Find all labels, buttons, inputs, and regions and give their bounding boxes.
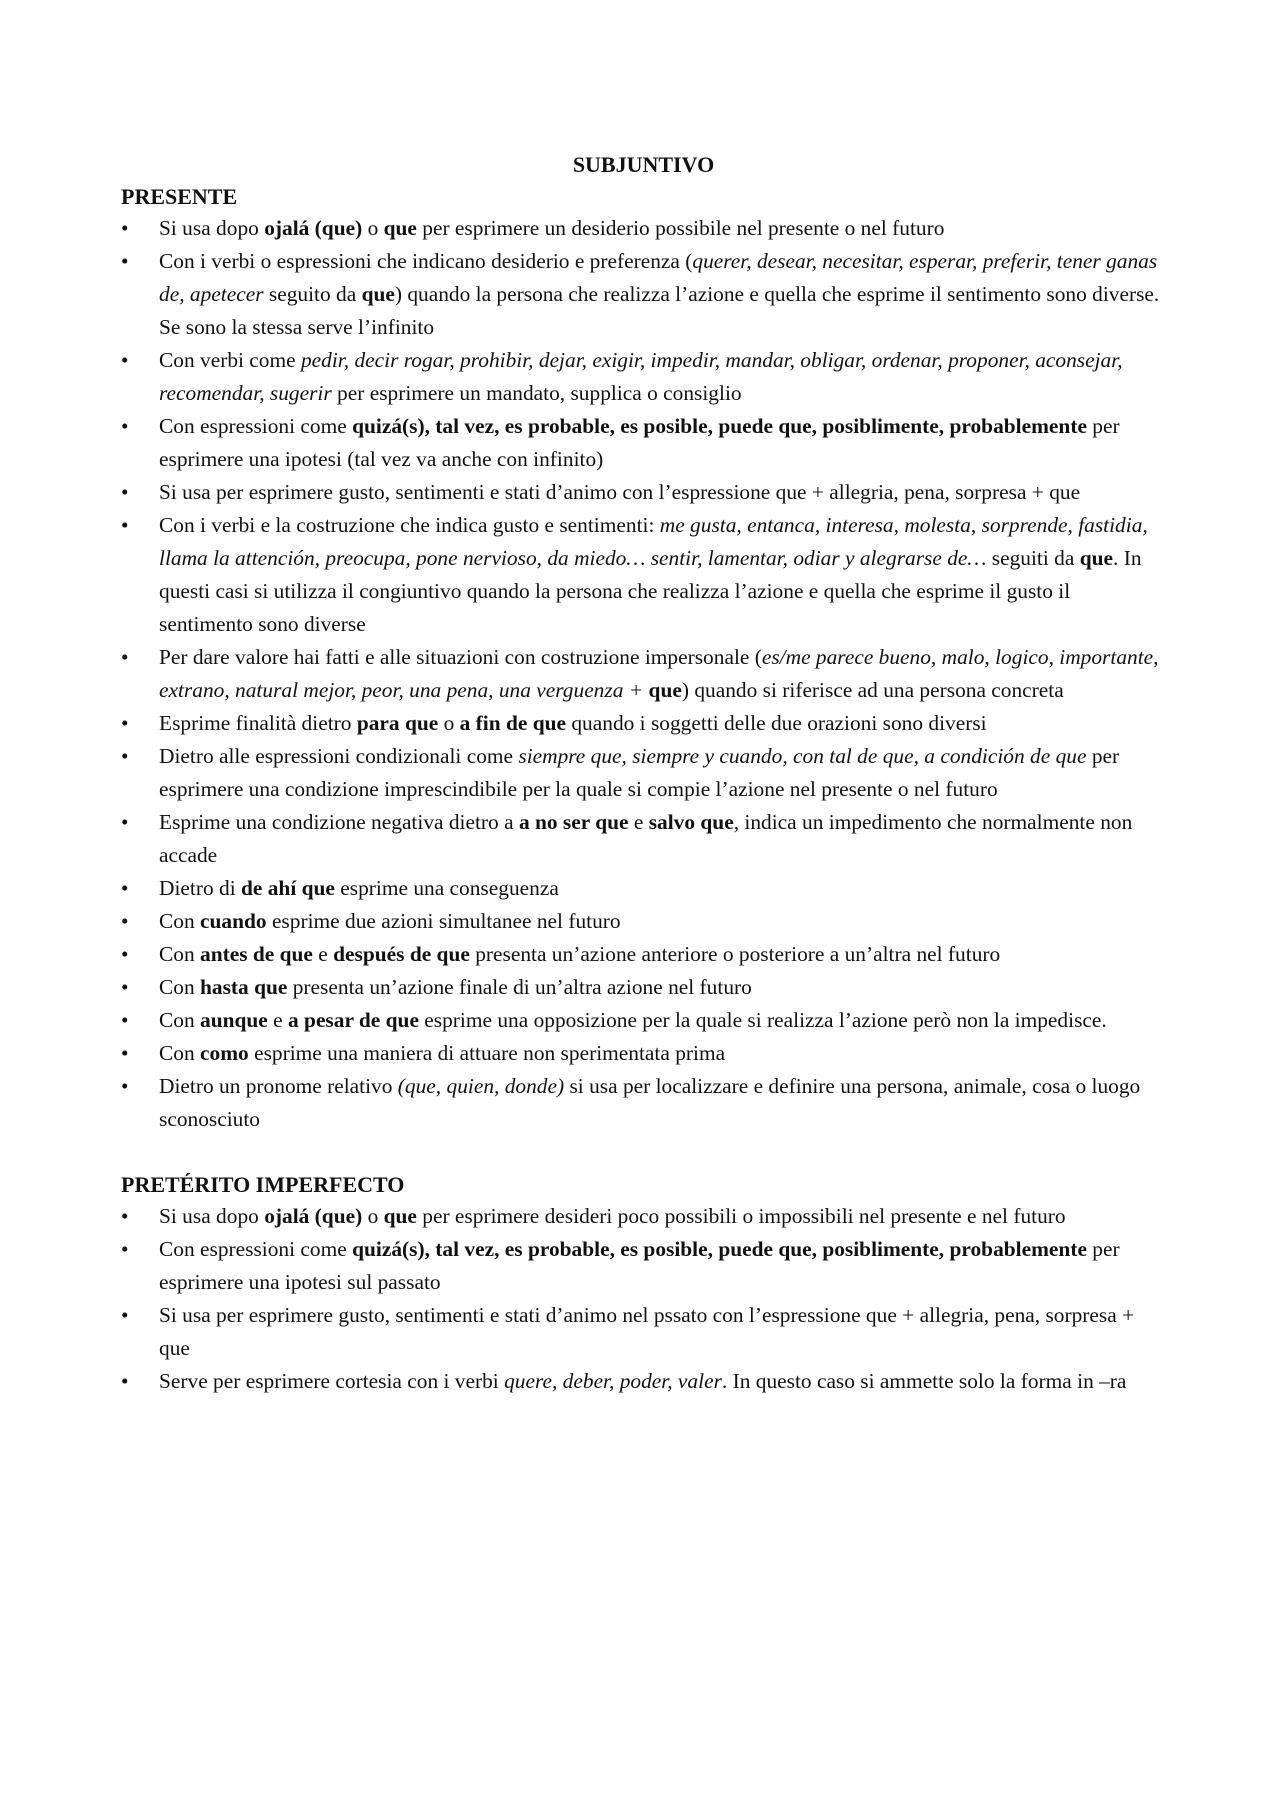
text-run: quando i soggetti delle due orazioni sono diversi	[566, 711, 987, 735]
text-run: Serve per esprimere cortesia con i verbi	[159, 1369, 505, 1393]
bullet-item	[121, 476, 1166, 509]
italic-text: es/me parece bueno, malo, logico, importante, extrano, natural mejor, peor, una pena, una verguenza +	[159, 645, 1159, 702]
bold-text: después de que	[333, 942, 470, 966]
section-heading: PRETÉRITO IMPERFECTO	[121, 1172, 405, 1197]
text-run: e	[628, 810, 649, 834]
text-run: Con i verbi e la costruzione che indica gusto e sentimenti:	[159, 513, 660, 537]
text-run: esprime una maniera di attuare non sperimentata prima	[248, 1041, 726, 1065]
text-run: Dietro un pronome relativo	[159, 1074, 398, 1098]
text-run: Con	[159, 1041, 201, 1065]
text-run: per esprimere una condizione imprescindibile per la quale si compie l’azione nel presente o nel futuro	[159, 744, 1120, 801]
bullet-item	[121, 410, 1166, 476]
text-run: Esprime una condizione negativa dietro a	[159, 810, 519, 834]
italic-text: siempre que, siempre y cuando, con tal de que, a condición de que	[518, 744, 1087, 768]
text-run: per esprimere un desiderio possibile nel presente o nel futuro	[416, 216, 945, 240]
bullet-item	[121, 641, 1166, 707]
bold-text: que	[383, 1204, 417, 1228]
text-run: per esprimere desideri poco possibili o impossibili nel presente e nel futuro	[416, 1204, 1066, 1228]
text-run: Con espressioni come	[159, 414, 353, 438]
text-run: o	[362, 216, 384, 240]
text-run: esprime una opposizione per la quale si realizza l’azione però non la impedisce.	[418, 1008, 1107, 1032]
text-run: o	[362, 1204, 384, 1228]
text-run: ) quando la persona che realizza l’azione e quella che esprime il sentimento sono diverse. Se sono la stessa serve l’infinito	[159, 282, 1160, 339]
text-run: Per dare valore hai fatti e alle situazioni con costruzione impersonale (	[159, 645, 762, 669]
italic-text: quere, deber, poder, valer	[504, 1369, 722, 1393]
text-run: Con espressioni come	[159, 1237, 353, 1261]
text-run: e	[312, 942, 334, 966]
text-run: per esprimere un mandato, supplica o consiglio	[331, 381, 742, 405]
bold-text: cuando	[200, 909, 267, 933]
text-run: Dietro di	[159, 876, 241, 900]
bold-text: hasta que	[200, 975, 288, 999]
bold-text: como	[200, 1041, 249, 1065]
text-run: . In questi casi si utilizza il congiuntivo quando la persona che realizza l’azione e quella che esprime il gusto il sentimento sono diverse	[159, 546, 1142, 636]
bullet-item	[121, 1200, 1166, 1233]
bold-text: aunque	[200, 1008, 268, 1032]
bullet-item	[121, 1299, 1166, 1365]
text-run: e	[267, 1008, 288, 1032]
bold-text: salvo que	[648, 810, 734, 834]
bullet-item	[121, 971, 1166, 1004]
text-run: Si usa per esprimere gusto, sentimenti e stati d’animo nel pssato con l’espressione que + allegria, pena, sorpresa + que	[159, 1303, 1135, 1360]
bold-text: que	[383, 216, 417, 240]
bold-text: antes de que	[200, 942, 313, 966]
text-run: Si usa per esprimere gusto, sentimenti e stati d’animo con l’espressione que + allegria, pena, sorpresa + que	[159, 480, 1081, 504]
text-run: Esprime finalità dietro	[159, 711, 357, 735]
text-run: Con	[159, 975, 201, 999]
bold-text: ojalá (que)	[264, 1204, 363, 1228]
bold-text: que	[1079, 546, 1113, 570]
bold-text: que	[648, 678, 682, 702]
text-run: ) quando si riferisce ad una persona concreta	[681, 678, 1064, 702]
text-run: Si usa dopo	[159, 1204, 265, 1228]
text-run: . In questo caso si ammette solo la forma in –ra	[721, 1369, 1127, 1393]
bullet-item	[121, 938, 1166, 971]
bullet-item	[121, 1233, 1166, 1299]
italic-text: querer, desear, necesitar, esperar, preferir, tener ganas de, apetecer	[159, 249, 1158, 306]
text-run: seguito da	[263, 282, 362, 306]
bullet-item	[121, 806, 1166, 872]
bullet-item	[121, 344, 1166, 410]
text-run: Si usa dopo	[159, 216, 265, 240]
text-run: Dietro alle espressioni condizionali come	[159, 744, 519, 768]
bullet-item	[121, 1004, 1166, 1037]
text-run: per esprimere una ipotesi sul passato	[159, 1237, 1120, 1294]
bullet-list	[121, 212, 1166, 1136]
bullet-item	[121, 905, 1166, 938]
text-run: Con verbi come	[159, 348, 301, 372]
text-run: per esprimere una ipotesi (tal vez va anche con infinito)	[159, 414, 1120, 471]
bold-text: que	[361, 282, 395, 306]
bullet-item	[121, 1365, 1166, 1398]
text-run: Con	[159, 942, 201, 966]
text-run: seguiti da	[986, 546, 1080, 570]
document-page	[121, 150, 1166, 1398]
document-title: SUBJUNTIVO	[572, 152, 715, 177]
text-run: presenta un’azione finale di un’altra azione nel futuro	[287, 975, 752, 999]
text-run: Con i verbi o espressioni che indicano desiderio e preferenza (	[159, 249, 693, 273]
bold-text: a pesar de que	[288, 1008, 419, 1032]
bold-text: a no ser que	[518, 810, 629, 834]
section-spacer	[121, 1136, 1166, 1170]
bold-text: a fin de que	[459, 711, 567, 735]
bold-text: quizá(s), tal vez, es probable, es posible, puede que, posiblimente, probablemente	[352, 1237, 1087, 1261]
bullet-item	[121, 212, 1166, 245]
text-run: esprime due azioni simultanee nel futuro	[266, 909, 621, 933]
italic-text: (que, quien, donde)	[397, 1074, 565, 1098]
italic-text: me gusta, entanca, interesa, molesta, sorprende, fastidia, llama la attención, preocupa, pone nervioso, da miedo… sentir, lamentar, odiar y alegrarse de…	[159, 513, 1148, 570]
text-run: Con	[159, 1008, 201, 1032]
text-run: presenta un’azione anteriore o posteriore a un’altra nel futuro	[469, 942, 1001, 966]
document-sections	[121, 182, 1166, 1398]
bold-text: ojalá (que)	[264, 216, 363, 240]
bold-text: quizá(s), tal vez, es probable, es posible, puede que, posiblimente, probablemente	[352, 414, 1087, 438]
bullet-list	[121, 1200, 1166, 1398]
bullet-item	[121, 707, 1166, 740]
text-run: Con	[159, 909, 201, 933]
bullet-item	[121, 509, 1166, 641]
italic-text: pedir, decir rogar, prohibir, dejar, exigir, impedir, mandar, obligar, ordenar, proponer, aconsejar, recomendar, sugerir	[159, 348, 1123, 405]
text-run: esprime una conseguenza	[334, 876, 559, 900]
bullet-item	[121, 245, 1166, 344]
bold-text: de ahí que	[240, 876, 335, 900]
bold-text: para que	[356, 711, 439, 735]
bullet-item	[121, 872, 1166, 905]
text-run: , indica un impedimento che normalmente non accade	[159, 810, 1133, 867]
text-run: si usa per localizzare e definire una persona, animale, cosa o luogo sconosciuto	[159, 1074, 1141, 1131]
bullet-item	[121, 1037, 1166, 1070]
section-heading: PRESENTE	[121, 184, 238, 209]
bullet-item	[121, 740, 1166, 806]
text-run: o	[438, 711, 460, 735]
bullet-item	[121, 1070, 1166, 1136]
